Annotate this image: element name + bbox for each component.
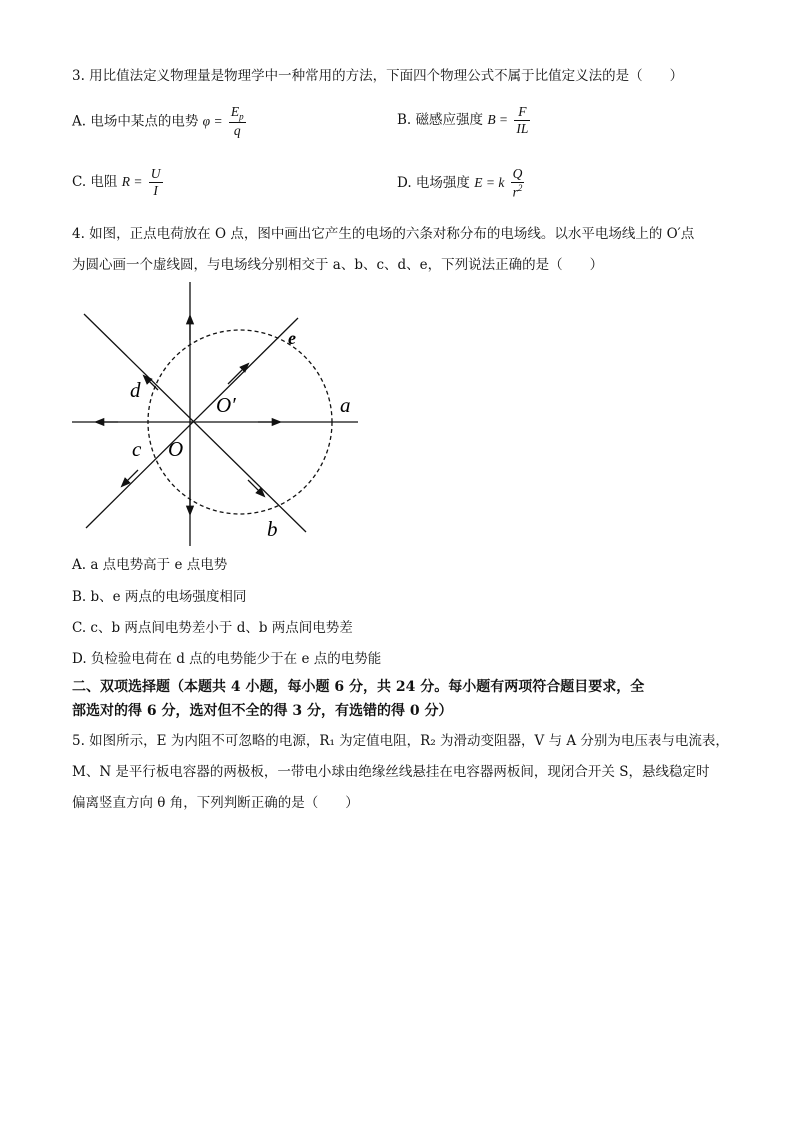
- q4-option-c: C. c、b 两点间电势差小于 d、b 两点间电势差: [72, 620, 353, 636]
- q3-option-c-prefix: C. 电阻: [72, 174, 118, 191]
- q3-option-c-fraction: [149, 166, 163, 199]
- q5-line2: M、N 是平行板电容器的两极板，一带电小球由绝缘丝线悬挂在电容器两板间，现闭合开关 S，悬线稳定时: [72, 764, 710, 780]
- q3-a-numerator-sub: p: [239, 111, 244, 122]
- q5-line3: 偏离竖直方向 θ 角，下列判断正确的是（ ）: [72, 795, 359, 811]
- arrow-up-right: [228, 364, 248, 384]
- field-line-diagonal-up: [86, 318, 298, 528]
- q3-b-numerator: F: [514, 104, 530, 121]
- q3-d-denominator-sup: 2: [517, 183, 523, 194]
- label-c: c: [132, 437, 142, 461]
- label-b: b: [267, 517, 278, 541]
- q3-c-numerator: U: [149, 166, 163, 183]
- q5-line1: 5. 如图所示，E 为内阻不可忽略的电源，R₁ 为定值电阻，R₂ 为滑动变阻器，V 与 A 分别为电压表与电流表，: [72, 733, 729, 749]
- label-d: d: [130, 378, 141, 402]
- q3-b-denominator: IL: [516, 121, 529, 137]
- q3-option-a-prefix: A. 电场中某点的电势: [72, 113, 199, 130]
- label-a: a: [340, 393, 351, 417]
- q3-option-b-lhs: B =: [487, 112, 509, 128]
- q3-option-c: [72, 166, 165, 199]
- q4-stem-line2: 为圆心画一个虚线圆，与电场线分别相交于 a、b、c、d、e，下列说法正确的是（ ）: [72, 257, 604, 273]
- q3-a-denominator: q: [233, 123, 241, 139]
- q3-option-a-fraction: [229, 104, 246, 140]
- q3-option-a: [72, 104, 248, 140]
- section2-heading-line1: 二、双项选择题（本题共 4 小题，每小题 6 分，共 24 分。每小题有两项符合题目要求，全: [72, 679, 645, 695]
- label-e: e: [288, 328, 296, 348]
- q3-a-numerator: E: [230, 104, 240, 119]
- q4-option-d: D. 负检验电荷在 d 点的电势能少于在 e 点的电势能: [72, 651, 382, 667]
- q3-option-d-prefix: D. 电场强度: [397, 174, 470, 191]
- field-line-diagonal-down: [84, 314, 306, 532]
- q3-c-denominator: I: [153, 183, 158, 199]
- q3-option-d-lhs: E = k: [474, 174, 505, 190]
- section2-heading-line2: 部选对的得 6 分，选对但不全的得 3 分，有选错的得 0 分）: [72, 703, 453, 719]
- q3-option-b: [397, 104, 532, 137]
- label-O-prime: O′: [216, 393, 236, 417]
- arrow-up-left: [144, 376, 158, 390]
- q3-option-d: [397, 166, 526, 201]
- q3-option-b-prefix: B. 磁感应强度: [397, 112, 484, 129]
- q3-d-denominator: r: [512, 184, 518, 200]
- q3-d-numerator: Q: [511, 166, 525, 183]
- q3-option-d-fraction: [511, 166, 525, 201]
- electric-field-diagram: [68, 280, 368, 550]
- q4-option-a: A. a 点电势高于 e 点电势: [72, 557, 228, 573]
- q3-stem: 3. 用比值法定义物理量是物理学中一种常用的方法，下面四个物理公式不属于比值定义法的是（ ）: [72, 68, 684, 84]
- label-O: O: [168, 437, 184, 461]
- q3-option-b-fraction: [514, 104, 530, 137]
- q4-stem-line1: 4. 如图，正点电荷放在 O 点，图中画出它产生的电场的六条对称分布的电场线。以水平电场线上的 O′点: [72, 226, 695, 242]
- q4-option-b: B. b、e 两点的电场强度相同: [72, 589, 247, 605]
- q3-option-a-lhs: φ =: [202, 113, 223, 129]
- q3-option-c-lhs: R =: [121, 174, 143, 190]
